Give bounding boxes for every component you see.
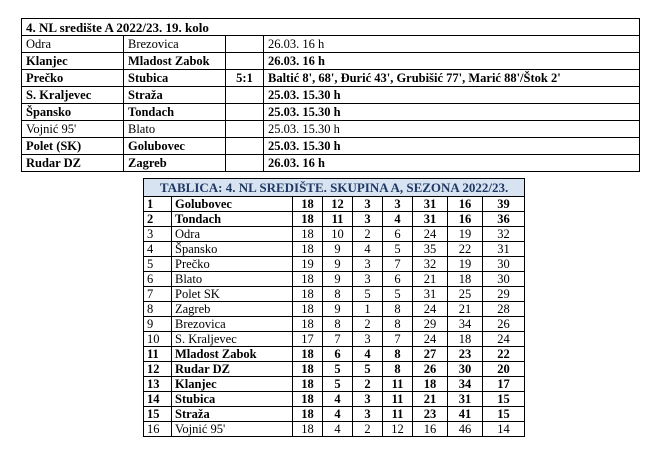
position-cell: 1 xyxy=(144,197,172,212)
played-cell: 18 xyxy=(293,227,323,242)
wins-cell: 5 xyxy=(323,362,353,377)
position-cell: 12 xyxy=(144,362,172,377)
score-cell xyxy=(226,87,264,104)
score-cell xyxy=(226,53,264,70)
team-name-cell: Polet SK xyxy=(172,287,293,302)
round-fixtures-table xyxy=(21,18,640,172)
wins-cell: 10 xyxy=(323,227,353,242)
home-team-cell: S. Kraljevec xyxy=(22,87,124,104)
goals-for-cell: 29 xyxy=(413,317,448,332)
position-cell: 4 xyxy=(144,242,172,257)
draws-cell: 1 xyxy=(353,302,383,317)
wins-cell: 9 xyxy=(323,242,353,257)
points-cell: 39 xyxy=(483,197,525,212)
played-cell: 18 xyxy=(293,362,323,377)
standings-row xyxy=(144,212,525,227)
standings-row xyxy=(144,332,525,347)
fixture-row xyxy=(22,53,640,70)
losses-cell: 8 xyxy=(383,362,413,377)
position-cell: 3 xyxy=(144,227,172,242)
played-cell: 18 xyxy=(293,377,323,392)
losses-cell: 8 xyxy=(383,347,413,362)
team-name-cell: S. Kraljevec xyxy=(172,332,293,347)
standings-row xyxy=(144,287,525,302)
draws-cell: 2 xyxy=(353,227,383,242)
goals-against-cell: 16 xyxy=(448,197,483,212)
goals-for-cell: 18 xyxy=(413,377,448,392)
team-name-cell: Straža xyxy=(172,407,293,422)
team-name-cell: Tondach xyxy=(172,212,293,227)
played-cell: 17 xyxy=(293,332,323,347)
wins-cell: 7 xyxy=(323,332,353,347)
goals-against-cell: 22 xyxy=(448,242,483,257)
losses-cell: 11 xyxy=(383,377,413,392)
team-name-cell: Brezovica xyxy=(172,317,293,332)
played-cell: 18 xyxy=(293,242,323,257)
standings-row xyxy=(144,272,525,287)
away-team-cell: Straža xyxy=(124,87,226,104)
away-team-cell: Mladost Zabok xyxy=(124,53,226,70)
position-cell: 13 xyxy=(144,377,172,392)
wins-cell: 8 xyxy=(323,317,353,332)
goals-for-cell: 24 xyxy=(413,332,448,347)
standings-row xyxy=(144,347,525,362)
goals-against-cell: 25 xyxy=(448,287,483,302)
losses-cell: 5 xyxy=(383,242,413,257)
goals-against-cell: 19 xyxy=(448,257,483,272)
goals-for-cell: 35 xyxy=(413,242,448,257)
standings-row xyxy=(144,377,525,392)
standings-row xyxy=(144,242,525,257)
team-name-cell: Golubovec xyxy=(172,197,293,212)
fixture-info-cell: 25.03. 15.30 h xyxy=(264,104,640,121)
away-team-cell: Golubovec xyxy=(124,138,226,155)
draws-cell: 3 xyxy=(353,257,383,272)
position-cell: 5 xyxy=(144,257,172,272)
played-cell: 18 xyxy=(293,212,323,227)
goals-against-cell: 18 xyxy=(448,272,483,287)
fixture-info-cell: 25.03. 15.30 h xyxy=(264,138,640,155)
position-cell: 9 xyxy=(144,317,172,332)
team-name-cell: Špansko xyxy=(172,242,293,257)
standings-row xyxy=(144,227,525,242)
position-cell: 2 xyxy=(144,212,172,227)
score-cell: 5:1 xyxy=(226,70,264,87)
points-cell: 20 xyxy=(483,362,525,377)
score-cell xyxy=(226,121,264,138)
goals-against-cell: 31 xyxy=(448,392,483,407)
standings-row xyxy=(144,407,525,422)
goals-for-cell: 23 xyxy=(413,407,448,422)
played-cell: 18 xyxy=(293,407,323,422)
position-cell: 8 xyxy=(144,302,172,317)
team-name-cell: Rudar DZ xyxy=(172,362,293,377)
home-team-cell: Vojnić 95' xyxy=(22,121,124,138)
goals-for-cell: 16 xyxy=(413,422,448,437)
draws-cell: 3 xyxy=(353,212,383,227)
losses-cell: 6 xyxy=(383,272,413,287)
fixture-info-cell: 25.03. 15.30 h xyxy=(264,87,640,104)
goals-against-cell: 18 xyxy=(448,332,483,347)
league-standings-table xyxy=(143,178,525,437)
goals-against-cell: 34 xyxy=(448,317,483,332)
played-cell: 18 xyxy=(293,287,323,302)
draws-cell: 4 xyxy=(353,347,383,362)
away-team-cell: Zagreb xyxy=(124,155,226,172)
team-name-cell: Odra xyxy=(172,227,293,242)
fixture-row xyxy=(22,155,640,172)
position-cell: 11 xyxy=(144,347,172,362)
points-cell: 17 xyxy=(483,377,525,392)
points-cell: 15 xyxy=(483,392,525,407)
standings-title: TABLICA: 4. NL SREDIŠTE. SKUPINA A, SEZONA 2022/23. xyxy=(144,179,525,197)
away-team-cell: Tondach xyxy=(124,104,226,121)
wins-cell: 11 xyxy=(323,212,353,227)
fixture-row xyxy=(22,70,640,87)
points-cell: 15 xyxy=(483,407,525,422)
home-team-cell: Odra xyxy=(22,36,124,53)
losses-cell: 11 xyxy=(383,392,413,407)
team-name-cell: Zagreb xyxy=(172,302,293,317)
away-team-cell: Stubica xyxy=(124,70,226,87)
wins-cell: 5 xyxy=(323,377,353,392)
played-cell: 18 xyxy=(293,392,323,407)
played-cell: 18 xyxy=(293,302,323,317)
losses-cell: 6 xyxy=(383,227,413,242)
points-cell: 31 xyxy=(483,242,525,257)
team-name-cell: Klanjec xyxy=(172,377,293,392)
fixture-info-cell: Baltić 8', 68', Đurić 43', Grubišić 77', Marić 88'/Štok 2' xyxy=(264,70,640,87)
losses-cell: 12 xyxy=(383,422,413,437)
losses-cell: 5 xyxy=(383,287,413,302)
team-name-cell: Stubica xyxy=(172,392,293,407)
wins-cell: 9 xyxy=(323,302,353,317)
fixture-info-cell: 25.03. 15.30 h xyxy=(264,121,640,138)
standings-row xyxy=(144,362,525,377)
goals-against-cell: 34 xyxy=(448,377,483,392)
fixture-row xyxy=(22,36,640,53)
fixture-row xyxy=(22,138,640,155)
wins-cell: 12 xyxy=(323,197,353,212)
points-cell: 32 xyxy=(483,227,525,242)
losses-cell: 7 xyxy=(383,332,413,347)
points-cell: 28 xyxy=(483,302,525,317)
goals-for-cell: 24 xyxy=(413,302,448,317)
wins-cell: 8 xyxy=(323,287,353,302)
position-cell: 15 xyxy=(144,407,172,422)
standings-row xyxy=(144,392,525,407)
played-cell: 18 xyxy=(293,422,323,437)
draws-cell: 5 xyxy=(353,362,383,377)
goals-against-cell: 19 xyxy=(448,227,483,242)
fixtures-title: 4. NL središte A 2022/23. 19. kolo xyxy=(22,19,640,36)
points-cell: 14 xyxy=(483,422,525,437)
position-cell: 7 xyxy=(144,287,172,302)
played-cell: 18 xyxy=(293,197,323,212)
position-cell: 6 xyxy=(144,272,172,287)
draws-cell: 4 xyxy=(353,242,383,257)
losses-cell: 8 xyxy=(383,302,413,317)
draws-cell: 3 xyxy=(353,197,383,212)
goals-for-cell: 32 xyxy=(413,257,448,272)
standings-row xyxy=(144,302,525,317)
points-cell: 24 xyxy=(483,332,525,347)
points-cell: 30 xyxy=(483,257,525,272)
standings-row xyxy=(144,257,525,272)
goals-for-cell: 24 xyxy=(413,227,448,242)
away-team-cell: Brezovica xyxy=(124,36,226,53)
fixture-info-cell: 26.03. 16 h xyxy=(264,155,640,172)
played-cell: 19 xyxy=(293,257,323,272)
score-cell xyxy=(226,36,264,53)
goals-for-cell: 26 xyxy=(413,362,448,377)
team-name-cell: Vojnić 95' xyxy=(172,422,293,437)
losses-cell: 7 xyxy=(383,257,413,272)
goals-against-cell: 30 xyxy=(448,362,483,377)
team-name-cell: Prečko xyxy=(172,257,293,272)
points-cell: 29 xyxy=(483,287,525,302)
losses-cell: 8 xyxy=(383,317,413,332)
position-cell: 16 xyxy=(144,422,172,437)
home-team-cell: Špansko xyxy=(22,104,124,121)
wins-cell: 9 xyxy=(323,257,353,272)
standings-row xyxy=(144,197,525,212)
wins-cell: 6 xyxy=(323,347,353,362)
goals-against-cell: 23 xyxy=(448,347,483,362)
points-cell: 22 xyxy=(483,347,525,362)
draws-cell: 3 xyxy=(353,272,383,287)
goals-against-cell: 21 xyxy=(448,302,483,317)
played-cell: 18 xyxy=(293,347,323,362)
team-name-cell: Mladost Zabok xyxy=(172,347,293,362)
points-cell: 30 xyxy=(483,272,525,287)
fixture-row xyxy=(22,87,640,104)
goals-against-cell: 16 xyxy=(448,212,483,227)
score-cell xyxy=(226,155,264,172)
goals-for-cell: 31 xyxy=(413,287,448,302)
home-team-cell: Polet (SK) xyxy=(22,138,124,155)
losses-cell: 3 xyxy=(383,197,413,212)
position-cell: 14 xyxy=(144,392,172,407)
away-team-cell: Blato xyxy=(124,121,226,138)
draws-cell: 2 xyxy=(353,377,383,392)
team-name-cell: Blato xyxy=(172,272,293,287)
score-cell xyxy=(226,104,264,121)
goals-for-cell: 21 xyxy=(413,272,448,287)
goals-for-cell: 21 xyxy=(413,392,448,407)
goals-for-cell: 31 xyxy=(413,212,448,227)
losses-cell: 4 xyxy=(383,212,413,227)
fixture-info-cell: 26.03. 16 h xyxy=(264,36,640,53)
fixture-info-cell: 26.03. 16 h xyxy=(264,53,640,70)
points-cell: 36 xyxy=(483,212,525,227)
wins-cell: 4 xyxy=(323,392,353,407)
points-cell: 26 xyxy=(483,317,525,332)
draws-cell: 3 xyxy=(353,332,383,347)
wins-cell: 4 xyxy=(323,407,353,422)
draws-cell: 3 xyxy=(353,392,383,407)
home-team-cell: Klanjec xyxy=(22,53,124,70)
goals-for-cell: 31 xyxy=(413,197,448,212)
draws-cell: 2 xyxy=(353,422,383,437)
home-team-cell: Rudar DZ xyxy=(22,155,124,172)
goals-against-cell: 46 xyxy=(448,422,483,437)
losses-cell: 11 xyxy=(383,407,413,422)
played-cell: 18 xyxy=(293,317,323,332)
goals-against-cell: 41 xyxy=(448,407,483,422)
wins-cell: 4 xyxy=(323,422,353,437)
score-cell xyxy=(226,138,264,155)
goals-for-cell: 27 xyxy=(413,347,448,362)
position-cell: 10 xyxy=(144,332,172,347)
wins-cell: 9 xyxy=(323,272,353,287)
standings-row xyxy=(144,422,525,437)
played-cell: 18 xyxy=(293,272,323,287)
home-team-cell: Prečko xyxy=(22,70,124,87)
draws-cell: 2 xyxy=(353,317,383,332)
fixture-row xyxy=(22,121,640,138)
draws-cell: 3 xyxy=(353,407,383,422)
draws-cell: 5 xyxy=(353,287,383,302)
standings-row xyxy=(144,317,525,332)
fixture-row xyxy=(22,104,640,121)
